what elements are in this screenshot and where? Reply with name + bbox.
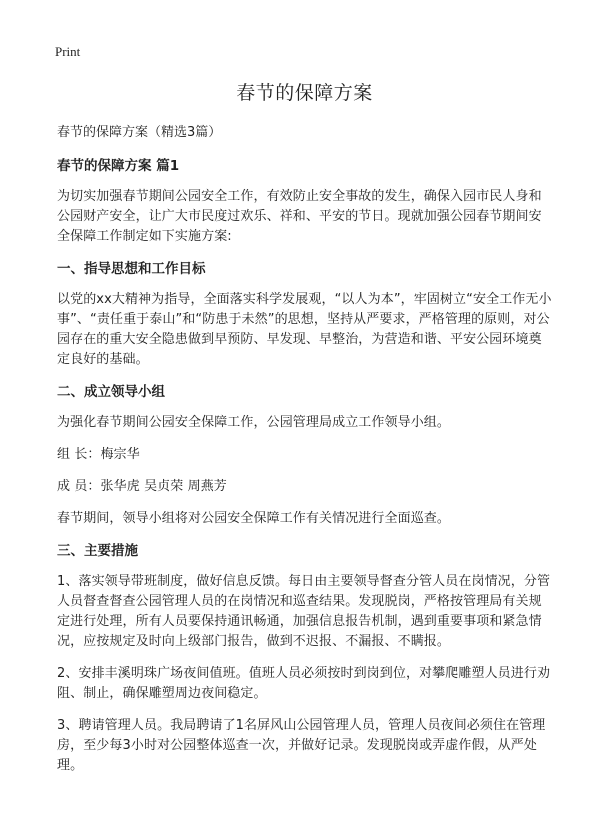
print-link[interactable]: Print — [55, 44, 81, 59]
intro-paragraph: 为切实加强春节期间公园安全工作，有效防止安全事故的发生，确保入园市民人身和公园财产安全，让广大市民度过欢乐、祥和、平安的节日。现就加强公园春节期间安全保障工作制定如下实施方案: — [57, 189, 542, 244]
measure-item: 3、聘请管理人员。我局聘请了1名屏风山公园管理人员，管理人员夜间必须住在管理房，至少每3小时对公园整体巡查一次，并做好记录。发现脱岗或弄虚作假，从严处理。 — [57, 718, 546, 773]
article-heading: 春节的保障方案 篇1 — [57, 158, 180, 174]
page-title: 春节的保障方案 — [236, 82, 373, 104]
team-leader: 组 长：梅宗华 — [57, 447, 140, 462]
measure-item: 1、落实领导带班制度，做好信息反馈。每日由主要领导督查分管人员在岗情况，分管人员督查督查公园管理人员的在岗情况和巡查结果。发现脱岗，严格按管理局有关规定进行处理，所有人员要保持通讯畅通，加强信息报告机制，遇到重要事项和紧急情况，应按规定及时向上级部门报告，做到不迟报、不漏报、不瞒报。 — [57, 574, 551, 649]
leadership-paragraph: 为强化春节期间公园安全保障工作，公园管理局成立工作领导小组。 — [57, 415, 451, 430]
section-heading-guiding: 一、指导思想和工作目标 — [57, 261, 206, 277]
inspection-paragraph: 春节期间，领导小组将对公园安全保障工作有关情况进行全面巡查。 — [57, 511, 451, 526]
document-subtitle: 春节的保障方案（精选3篇） — [57, 125, 222, 140]
section-heading-leadership: 二、成立领导小组 — [57, 384, 165, 400]
measure-item: 2、安排丰溪明珠广场夜间值班。值班人员必须按时到岗到位，对攀爬雕塑人员进行劝阻、制止，确保雕塑周边夜间稳定。 — [57, 666, 551, 701]
section-heading-measures: 三、主要措施 — [57, 543, 138, 559]
team-members: 成 员：张华虎 吴贞荣 周燕芳 — [57, 479, 227, 494]
guiding-paragraph: 以党的xx大精神为指导，全面落实科学发展观，“以人为本”，牢固树立“安全工作无小事”、“责任重于泰山”和“防患于未然”的思想，坚持从严要求，严格管理的原则，对公园存在的重大安全隐患做到早预防、早发现、早整治，为营造和谐、平安公园环境奠定良好的基础。 — [57, 292, 552, 367]
document-body — [57, 78, 552, 788]
